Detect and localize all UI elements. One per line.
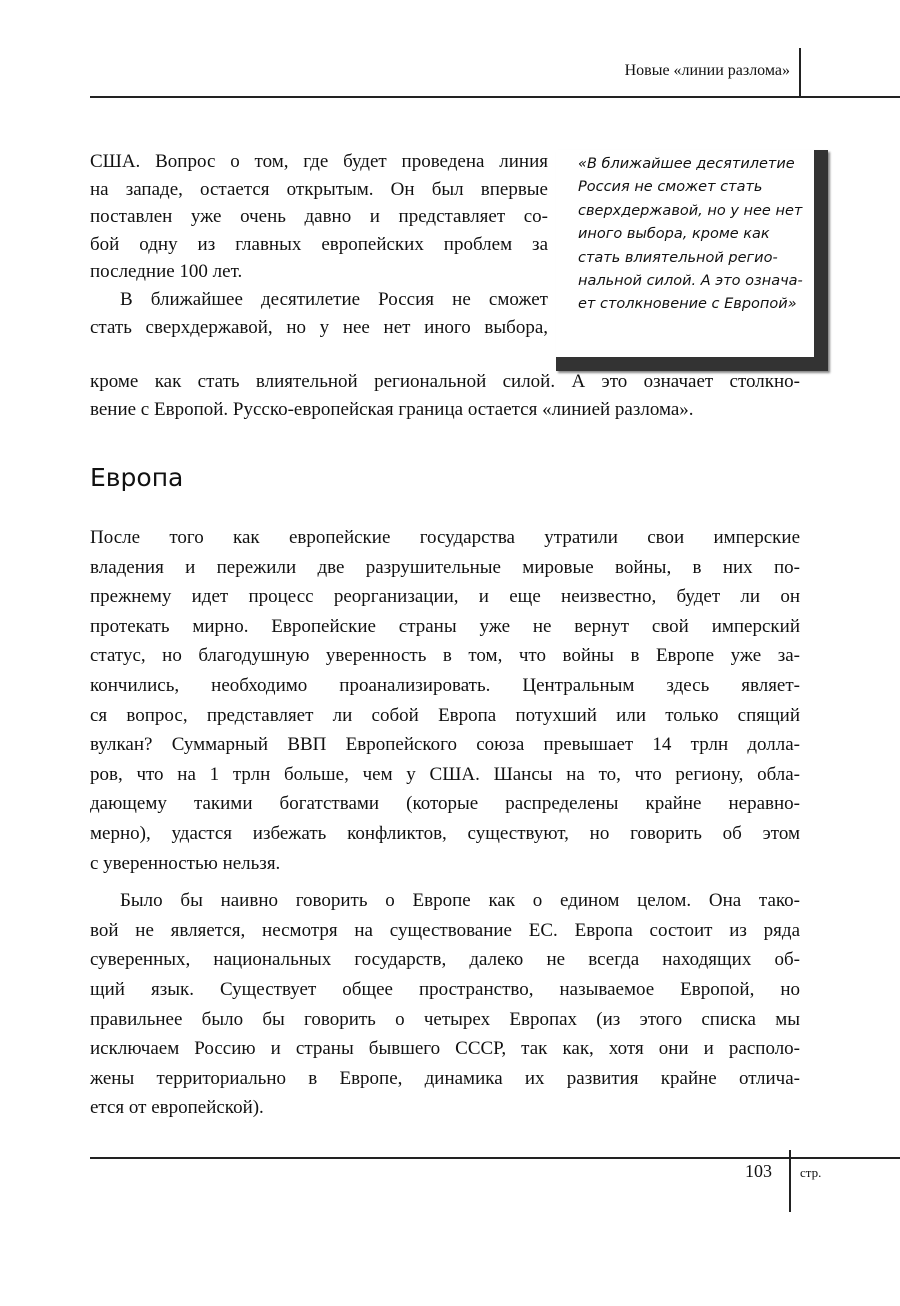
footer-rule [90,1157,900,1159]
text-line: стать сверхдержавой, но у нее нет иного выбора, [90,316,548,338]
text-line: прежнему идет процесс реорганизации, и еще неизвестно, будет ли он [90,586,800,608]
header-rule [90,96,900,98]
text-line: щий язык. Существует общее пространство, называемое Европой, но [90,978,800,1000]
top-full-text [90,368,800,423]
section-heading: Европа [90,463,184,492]
text-line: с уверенностью нельзя. [90,852,281,874]
text-line: исключаем Россию и страны бывшего СССР, так как, хотя они и располо- [90,1038,800,1060]
text-line: дающему такими богатствами (которые распределены крайне неравно- [90,793,800,815]
text-line: вулкан? Суммарный ВВП Европейского союза превышает 14 трлн долла- [90,734,800,756]
quote-line: сверхдержавой, но у нее нет [578,202,803,219]
text-line: вой не является, несмотря на существование ЕС. Европа состоит из ряда [90,919,800,941]
text-line: кончились, необходимо проанализировать. Центральным здесь являет- [90,674,800,696]
page-number: 103 [745,1161,772,1181]
top-column-text [90,148,548,341]
paragraph [90,886,800,1123]
text-line: кроме как стать влиятельной региональной силой. А это означает столкно- [90,371,800,392]
text-line: После того как европейские государства утратили свои имперские [90,527,800,548]
quote-line: «В ближайшее десятилетие [578,156,795,172]
text-line: США. Вопрос о том, где будет проведена линия [90,151,548,172]
quote-line: стать влиятельной регио- [578,249,778,266]
text-line: В ближайшее десятилетие Россия не сможет [120,288,548,310]
text-line: бой одну из главных европейских проблем за [90,233,548,255]
running-title: Новые «линии разлома» [624,62,790,79]
quote-line: Россия не сможет стать [578,179,763,196]
text-line: правильнее было бы говорить о четырех Европах (из этого списка мы [90,1008,800,1030]
text-line: поставлен уже очень давно и представляет со- [90,206,548,228]
text-line: владения и пережили две разрушительные мировые войны, в них по- [90,556,800,578]
text-line: статус, но благодушную уверенность в том, что войны в Европе уже за- [90,645,800,667]
footer-divider [789,1150,791,1212]
quote-line: ет столкновение с Европой» [578,296,797,313]
pull-quote [578,153,828,317]
page-label: стр. [800,1165,822,1180]
text-line: протекать мирно. Европейские страны уже не вернут свой имперский [90,615,800,637]
section-body [90,523,800,1131]
text-line: ров, что на 1 трлн больше, чем у США. Шансы на то, что региону, обла- [90,763,800,785]
text-line: суверенных, национальных государств, далеко не всегда находящих об- [90,949,800,971]
quote-line: иного выбора, кроме как [578,226,770,243]
paragraph [90,523,800,878]
text-line: ся вопрос, представляет ли собой Европа потухший или только спящий [90,704,800,726]
text-line: мерно), удастся избежать конфликтов, существуют, но говорить об этом [90,822,800,844]
quote-line: нальной силой. А это означа- [578,273,803,290]
text-line: на западе, остается открытым. Он был впервые [90,178,548,200]
header-divider [799,48,801,98]
text-line: жены территориально в Европе, динамика их развития крайне отлича- [90,1067,800,1089]
text-line: Было бы наивно говорить о Европе как о едином целом. Она тако- [120,890,800,912]
text-line: ется от европейской). [90,1097,264,1119]
text-line: последние 100 лет. [90,261,243,283]
text-line: вение с Европой. Русско-европейская граница остается «линией разлома». [90,398,694,420]
